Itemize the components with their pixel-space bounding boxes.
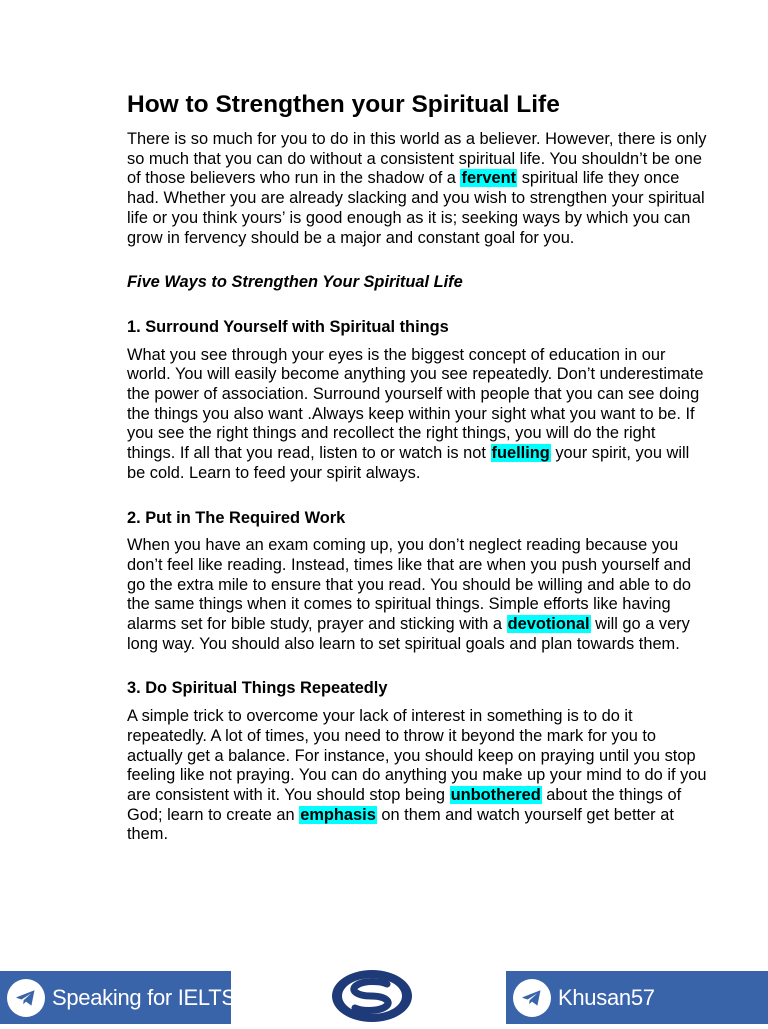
banner-left-label: Speaking for IELTS [52,984,236,1010]
speaking-for-ielts-banner[interactable] [0,971,236,1024]
document-page [127,88,707,845]
highlighted-word-unbothered: unbothered [450,785,541,804]
highlighted-word-fervent: fervent [461,169,517,188]
banner-right-label: Khusan57 [558,984,655,1010]
highlighted-word-devotional: devotional [507,615,590,634]
telegram-icon [513,979,551,1017]
s-logo-icon [329,968,415,1024]
section-1-text-2: your spirit, you will be cold. Learn to feed your spirit always. [127,444,690,482]
section-1-paragraph [127,346,707,484]
section-3-text-3: on them and watch yourself get better at them. [127,805,674,844]
khusan57-banner[interactable] [506,971,768,1024]
intro-paragraph [127,130,707,248]
section-3-text-1: A simple trick to overcome your lack of interest in something is to do it repeatedly. A lot of times, you need to throw it beyond the mark for you to actually get a balance. For instance, you should keep on praying until you stop feeling like not praying. You can do anything you make up your mind to do if you are consistent with it. You should stop being [127,707,707,804]
page-title: How to Strengthen your Spiritual Life [127,91,560,118]
intro-text-1: There is so much for you to do in this world as a believer. However, there is only so much that you can do without a consistent spiritual life. You shouldn’t be one of those believers who run in the shadow of a [127,130,707,188]
highlighted-word-emphasis: emphasis [300,805,376,824]
section-2-paragraph [127,536,707,654]
section-3-paragraph [127,707,707,845]
section-subtitle: Five Ways to Strengthen Your Spiritual Life [127,273,463,292]
intro-text-2: spiritual life they once had. Whether you are already slacking and you wish to strengthen your spiritual life or you think yours’ is good enough as it is; seeking ways by which you can grow in fervency should be a major and constant goal for you. [127,169,705,247]
section-1-text-1: What you see through your eyes is the biggest concept of education in our world. You will easily become anything you see repeatedly. Don’t underestimate the power of association. Surround yourself with people that you can see doing the things you also want .Always keep within your sight what you want to be. If you see the right things and recollect the right things, you will do the right things. If all that you read, listen to or watch is not [127,345,704,463]
section-2-heading: 2. Put in The Required Work [127,508,346,527]
highlighted-word-fuelling: fuelling [491,444,550,463]
section-3-text-2: about the things of God; learn to create an [127,785,682,824]
section-2-text-2: will go a very long way. You should also learn to set spiritual goals and plan towards them. [127,615,690,653]
section-1-heading: 1. Surround Yourself with Spiritual things [127,317,449,336]
section-3-heading: 3. Do Spiritual Things Repeatedly [127,679,388,698]
telegram-icon [7,979,45,1017]
section-2-text-1: When you have an exam coming up, you don’t neglect reading because you don’t feel like reading. Instead, times like that are when you push yourself and go the extra mile to ensure that you read. You should be willing and able to do the same things when it comes to spiritual things. Simple efforts like having alarms set for bible study, prayer and sticking with a [127,536,692,634]
